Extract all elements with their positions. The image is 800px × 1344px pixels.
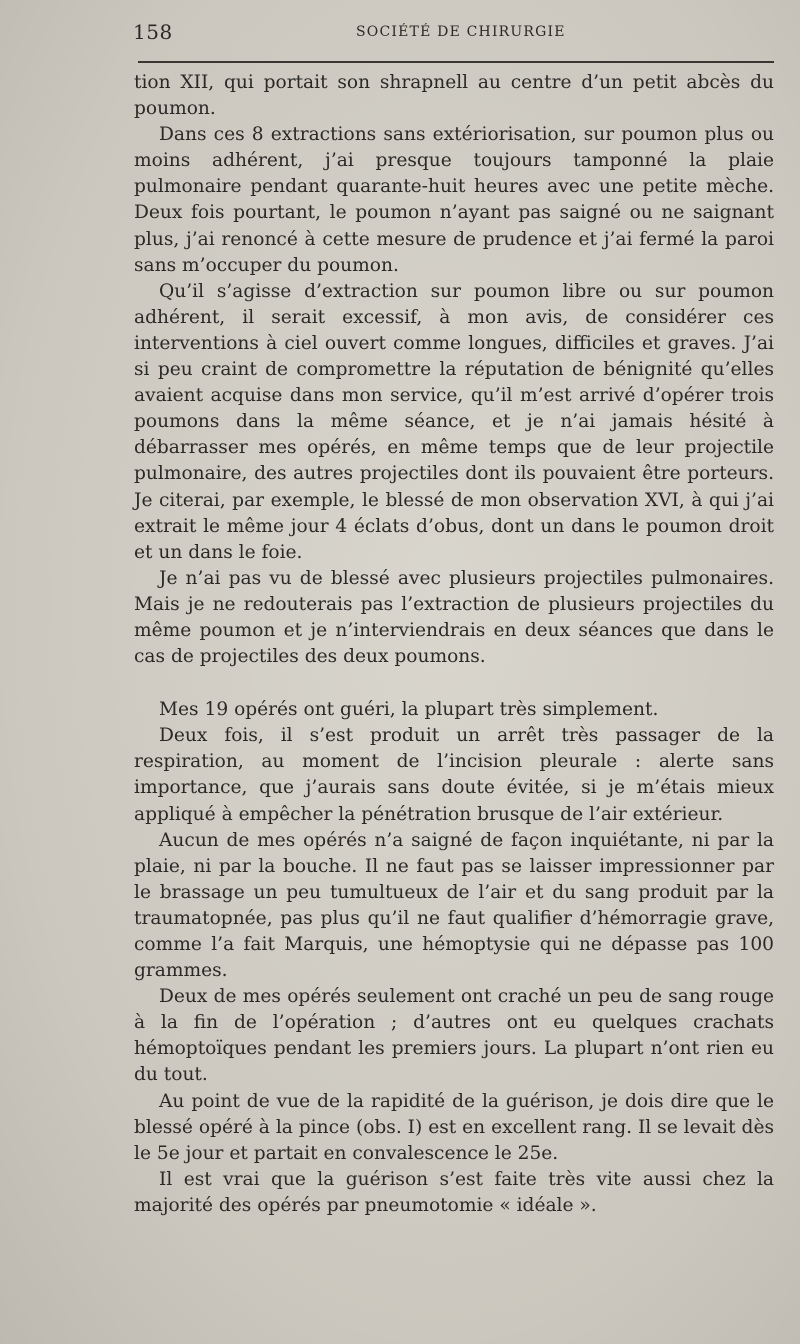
header-rule [138,61,774,63]
paragraph-healing-speed: Au point de vue de la rapidité de la guérison, je dois dire que le blessé opéré à la pince (obs. I) est en excellent rang. Il se levait dès le 5e jour et partait en convalescence le 25e. [134,1090,774,1164]
running-title: SOCIÉTÉ DE CHIRURGIE [356,24,566,40]
body-text [134,70,774,1219]
paragraph-respiration: Deux fois, il s’est produit un arrêt très passager de la respiration, au moment de l’incision pleurale : alerte sans importance, que j’aurais sans doute évitée, si je m’étais mieux appliqué à empêcher la pénétration brusque de l’air extérieur. [134,725,774,825]
paragraph-conclusion: Il est vrai que la guérison s’est faite très vite aussi chez la majorité des opérés par pneumotomie « idéale ». [134,1168,774,1216]
paragraph-bleeding: Aucun de mes opérés n’a saigné de façon inquiétante, ni par la plaie, ni par la bouche. Il ne faut pas se laisser impressionner par le brassage un peu tumultueux de l’air et du sang produit par la traumatopnée, pas plus qu’il ne faut qualifier d’hémorragie grave, comme l’a fait Marquis, une hémoptysie qui ne dépasse pas 100 grammes. [134,829,774,982]
page-header [0,16,800,46]
paragraph-continuation: tion XII, qui portait son shrapnell au centre d’un petit abcès du poumon. [134,72,774,120]
paragraph-blood-spitting: Deux de mes opérés seulement ont craché un peu de sang rouge à la fin de l’opération ; d’autres ont eu quelques crachats hémoptoïques pendant les premiers jours. La plupart n’ont rien eu du tout. [134,986,774,1086]
paragraph-multiple-projectiles: Je n’ai pas vu de blessé avec plusieurs projectiles pulmonaires. Mais je ne redouterais pas l’extraction de plusieurs projectiles du même poumon et je n’interviendrais en deux séances que dans le cas de projectiles des deux poumons. [134,567,774,668]
paragraph-recovery: Mes 19 opérés ont guéri, la plupart très simplement. [159,699,659,721]
paragraph-extractions: Dans ces 8 extractions sans extériorisation, sur poumon plus ou moins adhérent, j’ai presque toujours tamponné la plaie pulmonaire pendant quarante-huit heures avec une petite mèche. Deux fois pourtant, le poumon n’ayant pas saigné ou ne saignant plus, j’ai renoncé à cette mesure de prudence et j’ai fermé la paroi sans m’occuper du poumon. [134,124,774,276]
page-number: 158 [133,20,173,44]
section-gap [134,670,774,697]
paragraph-interventions: Qu’il s’agisse d’extraction sur poumon libre ou sur poumon adhérent, il serait excessif, à mon avis, de considérer ces interventions à ciel ouvert comme longues, difficiles et graves. J’ai si peu craint de compromettre la réputation de bénignité qu’elles avaient acquise dans mon service, qu’il m’est arrivé d’opérer trois poumons dans la même séance, et je n’ai jamais hésité à débarrasser mes opérés, en même temps que de leur projectile pulmonaire, des autres projectiles dont ils pouvaient être porteurs. Je citerai, par exemple, le blessé de mon observation XVI, à qui j’ai extrait le même jour 4 éclats d’obus, dont un dans le poumon droit et un dans le foie. [134,280,774,563]
